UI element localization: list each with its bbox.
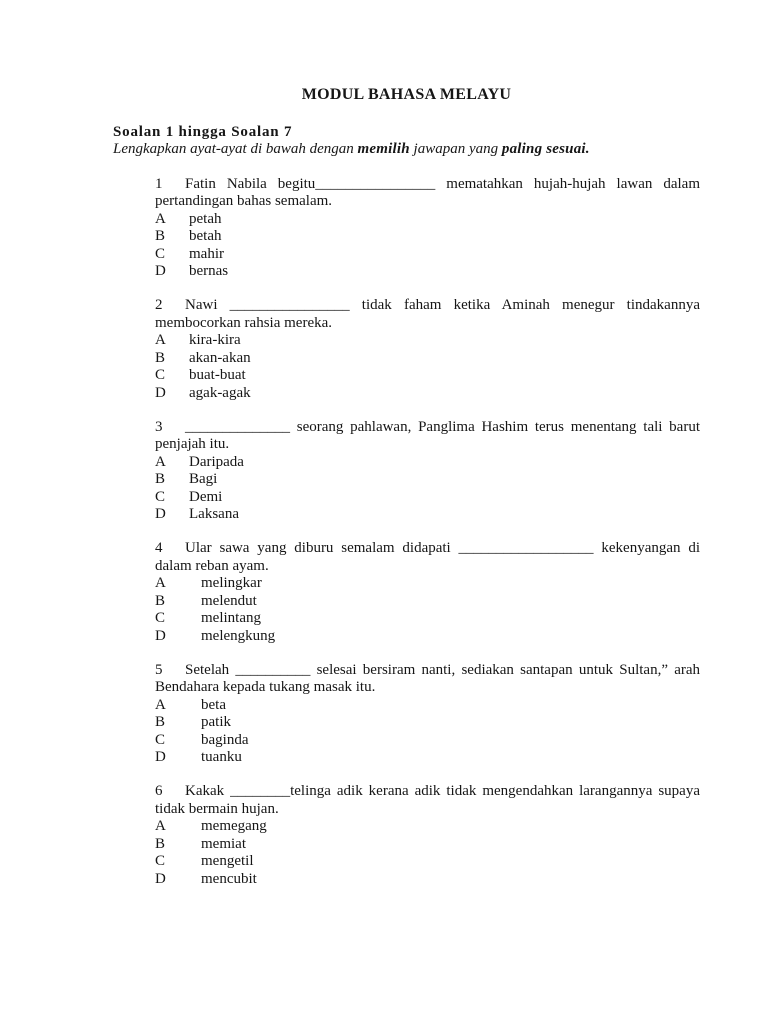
option-letter: C — [155, 853, 166, 869]
options-list — [155, 211, 700, 281]
option-row — [155, 246, 700, 264]
option-row — [155, 367, 700, 385]
option-letter: A — [155, 818, 166, 834]
instruction-bold-memilih: memilih — [357, 141, 410, 157]
options-list — [155, 575, 700, 645]
question-sentence: ______________ seorang pahlawan, Panglima Hashim terus menentang tali barut penjajah itu. — [155, 418, 700, 452]
option-text: akan-akan — [189, 349, 251, 366]
option-letter: C — [155, 731, 166, 748]
option-row — [155, 385, 700, 403]
option-letter: D — [155, 506, 166, 522]
question-text — [155, 419, 700, 454]
option-row — [155, 836, 700, 854]
option-letter: C — [155, 610, 166, 626]
option-letter: C — [155, 488, 166, 505]
option-text: agak-agak — [189, 384, 251, 401]
instruction-lead: Lengkapkan ayat-ayat di bawah dengan — [113, 141, 358, 157]
option-row — [155, 714, 700, 732]
option-row — [155, 228, 700, 246]
option-row — [155, 749, 700, 767]
option-row — [155, 506, 700, 524]
section-heading: Soalan 1 hingga Soalan 7 — [113, 123, 293, 140]
option-text: melintang — [201, 610, 261, 626]
option-row — [155, 489, 700, 507]
option-letter: D — [155, 749, 166, 765]
option-row — [155, 697, 700, 715]
option-text: mencubit — [201, 870, 257, 887]
option-text: kira-kira — [189, 332, 241, 348]
option-letter: D — [155, 263, 166, 279]
question-number: 5 — [155, 661, 163, 678]
option-row — [155, 350, 700, 368]
option-text: Demi — [189, 488, 223, 505]
question-block-4 — [113, 540, 700, 645]
option-text: beta — [201, 696, 226, 713]
question-sentence: Ular sawa yang diburu semalam didapati __________________ kekenyangan di dalam reban ayam. — [155, 540, 700, 574]
option-letter: D — [155, 384, 166, 401]
option-letter: B — [155, 471, 166, 487]
instruction-bold-paling-sesuai: paling sesuai. — [501, 141, 590, 157]
options-list — [155, 332, 700, 402]
option-row — [155, 332, 700, 350]
option-text: petah — [189, 210, 222, 227]
doc-title: MODUL BAHASA MELAYU — [301, 86, 512, 103]
option-row — [155, 871, 700, 889]
question-number: 2 — [155, 297, 163, 313]
option-row — [155, 263, 700, 281]
option-row — [155, 575, 700, 593]
option-letter: B — [155, 592, 166, 609]
question-text — [155, 176, 700, 211]
option-letter: A — [155, 332, 166, 348]
question-text — [155, 297, 700, 332]
option-row — [155, 610, 700, 628]
question-block-3 — [113, 419, 700, 524]
question-number: 1 — [155, 175, 163, 192]
option-text: tuanku — [201, 749, 242, 765]
question-sentence: Kakak ________telinga adik kerana adik tidak mengendahkan larangannya supaya tidak bermain hujan. — [155, 783, 700, 817]
option-row — [155, 211, 700, 229]
option-text: mahir — [189, 245, 224, 262]
option-text: Daripada — [189, 453, 244, 470]
question-block-1 — [113, 176, 700, 281]
options-list — [155, 697, 700, 767]
option-text: Laksana — [189, 506, 239, 522]
option-text: buat-buat — [189, 367, 246, 383]
option-text: bernas — [189, 263, 229, 279]
option-text: betah — [189, 228, 222, 244]
option-text: melendut — [201, 592, 257, 609]
question-sentence: Nawi ________________ tidak faham ketika Aminah menegur tindakannya membocorkan rahsia mereka. — [155, 297, 700, 331]
question-number: 4 — [155, 540, 163, 556]
option-text: memegang — [201, 818, 267, 834]
question-text — [155, 540, 700, 575]
option-letter: D — [155, 627, 166, 644]
option-row — [155, 818, 700, 836]
option-text: melingkar — [201, 575, 262, 591]
option-letter: A — [155, 453, 166, 470]
option-row — [155, 593, 700, 611]
question-sentence: Fatin Nabila begitu________________ mematahkan hujah-hujah lawan dalam pertandingan bahas semalam. — [155, 175, 700, 209]
question-sentence: Setelah __________ selesai bersiram nanti, sediakan santapan untuk Sultan,” arah Bendahara kepada tukang masak itu. — [155, 661, 700, 695]
option-text: Bagi — [189, 471, 218, 487]
option-letter: B — [155, 228, 166, 244]
question-block-5 — [113, 662, 700, 767]
options-list — [155, 454, 700, 524]
question-block-2 — [113, 297, 700, 402]
option-text: baginda — [201, 731, 249, 748]
option-letter: C — [155, 367, 166, 383]
option-text: mengetil — [201, 853, 254, 869]
question-number: 6 — [155, 783, 163, 799]
question-number: 3 — [155, 418, 163, 435]
option-letter: B — [155, 349, 166, 366]
option-row — [155, 732, 700, 750]
option-row — [155, 853, 700, 871]
option-row — [155, 454, 700, 472]
option-letter: A — [155, 210, 166, 227]
option-letter: B — [155, 714, 166, 730]
option-letter: C — [155, 245, 166, 262]
instruction-mid: jawapan yang — [409, 141, 502, 157]
option-text: melengkung — [201, 627, 276, 644]
option-text: memiat — [201, 835, 246, 852]
question-block-6 — [113, 783, 700, 888]
option-row — [155, 471, 700, 489]
option-letter: B — [155, 835, 166, 852]
option-letter: A — [155, 575, 166, 591]
question-text — [155, 783, 700, 818]
question-text — [155, 662, 700, 697]
options-list — [155, 818, 700, 888]
option-row — [155, 628, 700, 646]
option-letter: A — [155, 696, 166, 713]
option-text: patik — [201, 714, 231, 730]
option-letter: D — [155, 870, 166, 887]
instruction-line — [113, 141, 700, 159]
